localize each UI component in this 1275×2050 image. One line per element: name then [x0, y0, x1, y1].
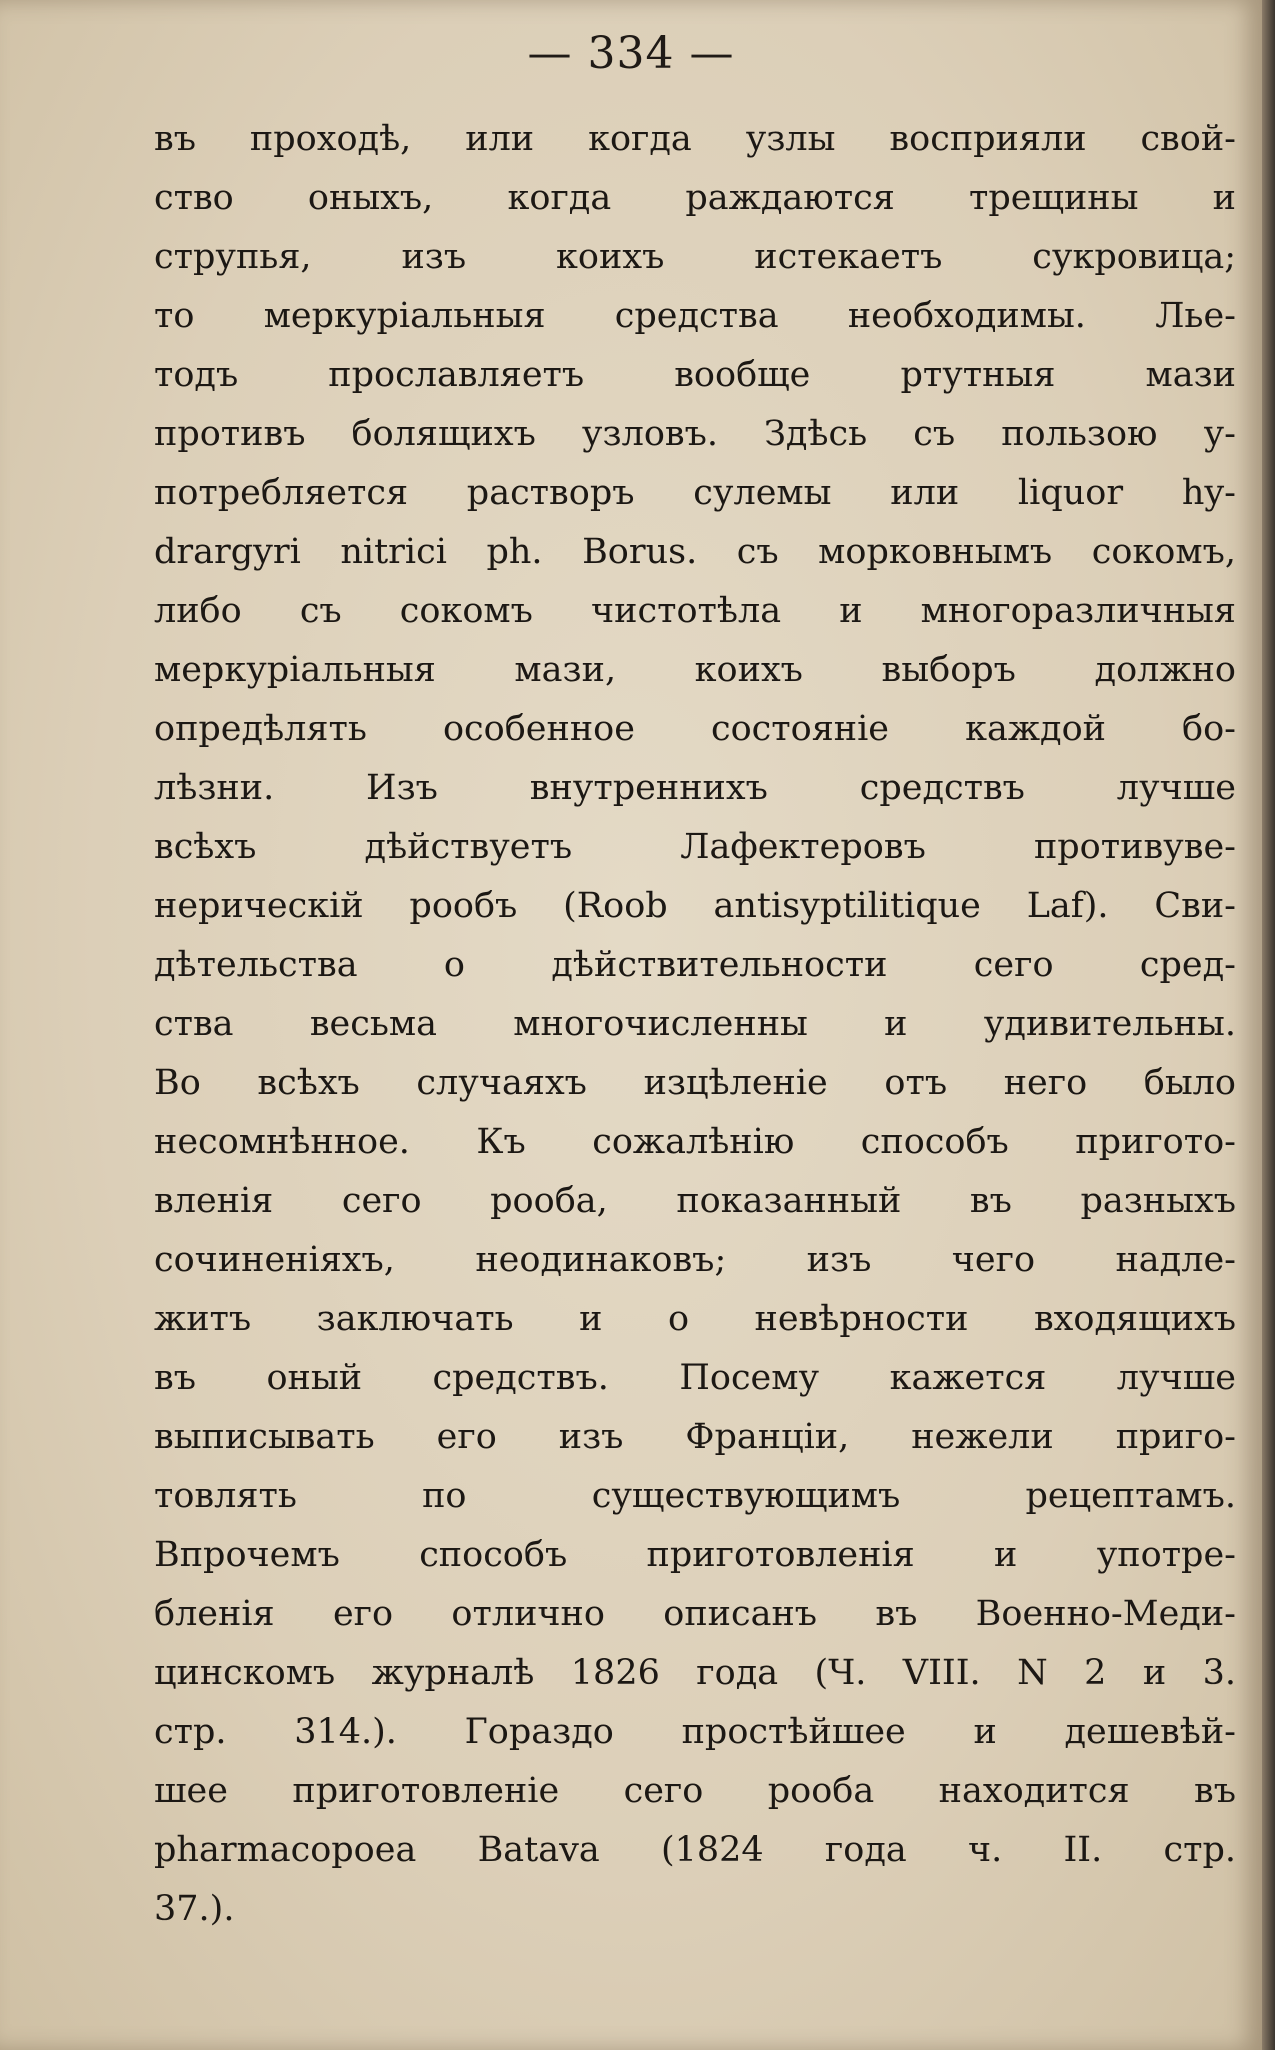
- page-number: — 334 —: [527, 28, 735, 79]
- text-line: противъ болящихъ узловъ. Здѣсь съ пользою у-: [154, 414, 1236, 454]
- text-line: выписывать его изъ Франціи, нежели приго-: [154, 1417, 1236, 1457]
- text-line: вленія сего рооба, показанный въ разныхъ: [154, 1181, 1236, 1221]
- text-line: сочиненіяхъ, неодинаковъ; изъ чего надле-: [154, 1240, 1236, 1280]
- text-line: меркуріальныя мази, коихъ выборъ должно: [154, 650, 1236, 690]
- text-line: дѣтельства о дѣйствительности сего сред-: [154, 945, 1236, 985]
- page-edge: [1262, 0, 1275, 2050]
- text-line: ства весьма многочисленны и удивительны.: [154, 1004, 1236, 1044]
- text-line: Впрочемъ способъ приготовленія и употре-: [154, 1535, 1236, 1575]
- text-line: pharmacopoea Batava (1824 года ч. II. стр.: [154, 1830, 1236, 1870]
- text-line: товлять по существующимъ рецептамъ.: [154, 1476, 1236, 1516]
- text-line: житъ заключать и о невѣрности входящихъ: [154, 1299, 1236, 1339]
- text-line: drargyri nitrici ph. Borus. съ морковнымъ сокомъ,: [154, 532, 1236, 572]
- text-line: несомнѣнное. Къ сожалѣнію способъ пригото-: [154, 1122, 1236, 1162]
- text-line: бленія его отлично описанъ въ Военно-Меди-: [154, 1594, 1236, 1634]
- text-line: потребляется растворъ сулемы или liquor hy-: [154, 473, 1236, 513]
- text-line: въ оный средствъ. Посему кажется лучше: [154, 1358, 1236, 1398]
- text-line: шее приготовленіе сего рооба находится въ: [154, 1771, 1236, 1811]
- text-line: то меркуріальныя средства необходимы. Лье-: [154, 296, 1236, 336]
- text-line: Во всѣхъ случаяхъ изцѣленіе отъ него было: [154, 1063, 1236, 1103]
- text-line: нерическій рообъ (Roob antisyptilitique Laf). Сви-: [154, 886, 1236, 926]
- text-line: ство оныхъ, когда раждаются трещины и: [154, 178, 1236, 218]
- text-line: цинскомъ журналѣ 1826 года (Ч. VIII. N 2 и 3.: [154, 1653, 1236, 1693]
- text-line: струпья, изъ коихъ истекаетъ сукровица;: [154, 237, 1236, 277]
- body-text: [154, 110, 1236, 1939]
- text-line: лѣзни. Изъ внутреннихъ средствъ лучше: [154, 768, 1236, 808]
- text-line: въ проходѣ, или когда узлы восприяли свой-: [154, 119, 1236, 159]
- text-line: либо съ сокомъ чистотѣла и многоразличныя: [154, 591, 1236, 631]
- text-line: тодъ прославляетъ вообще ртутныя мази: [154, 355, 1236, 395]
- text-line: опредѣлять особенное состояніе каждой бо-: [154, 709, 1236, 749]
- text-line: стр. 314.). Гораздо простѣйшее и дешевѣй-: [154, 1712, 1236, 1752]
- text-line: всѣхъ дѣйствуетъ Лафектеровъ противуве-: [154, 827, 1236, 867]
- text-line: 37.).: [154, 1889, 235, 1929]
